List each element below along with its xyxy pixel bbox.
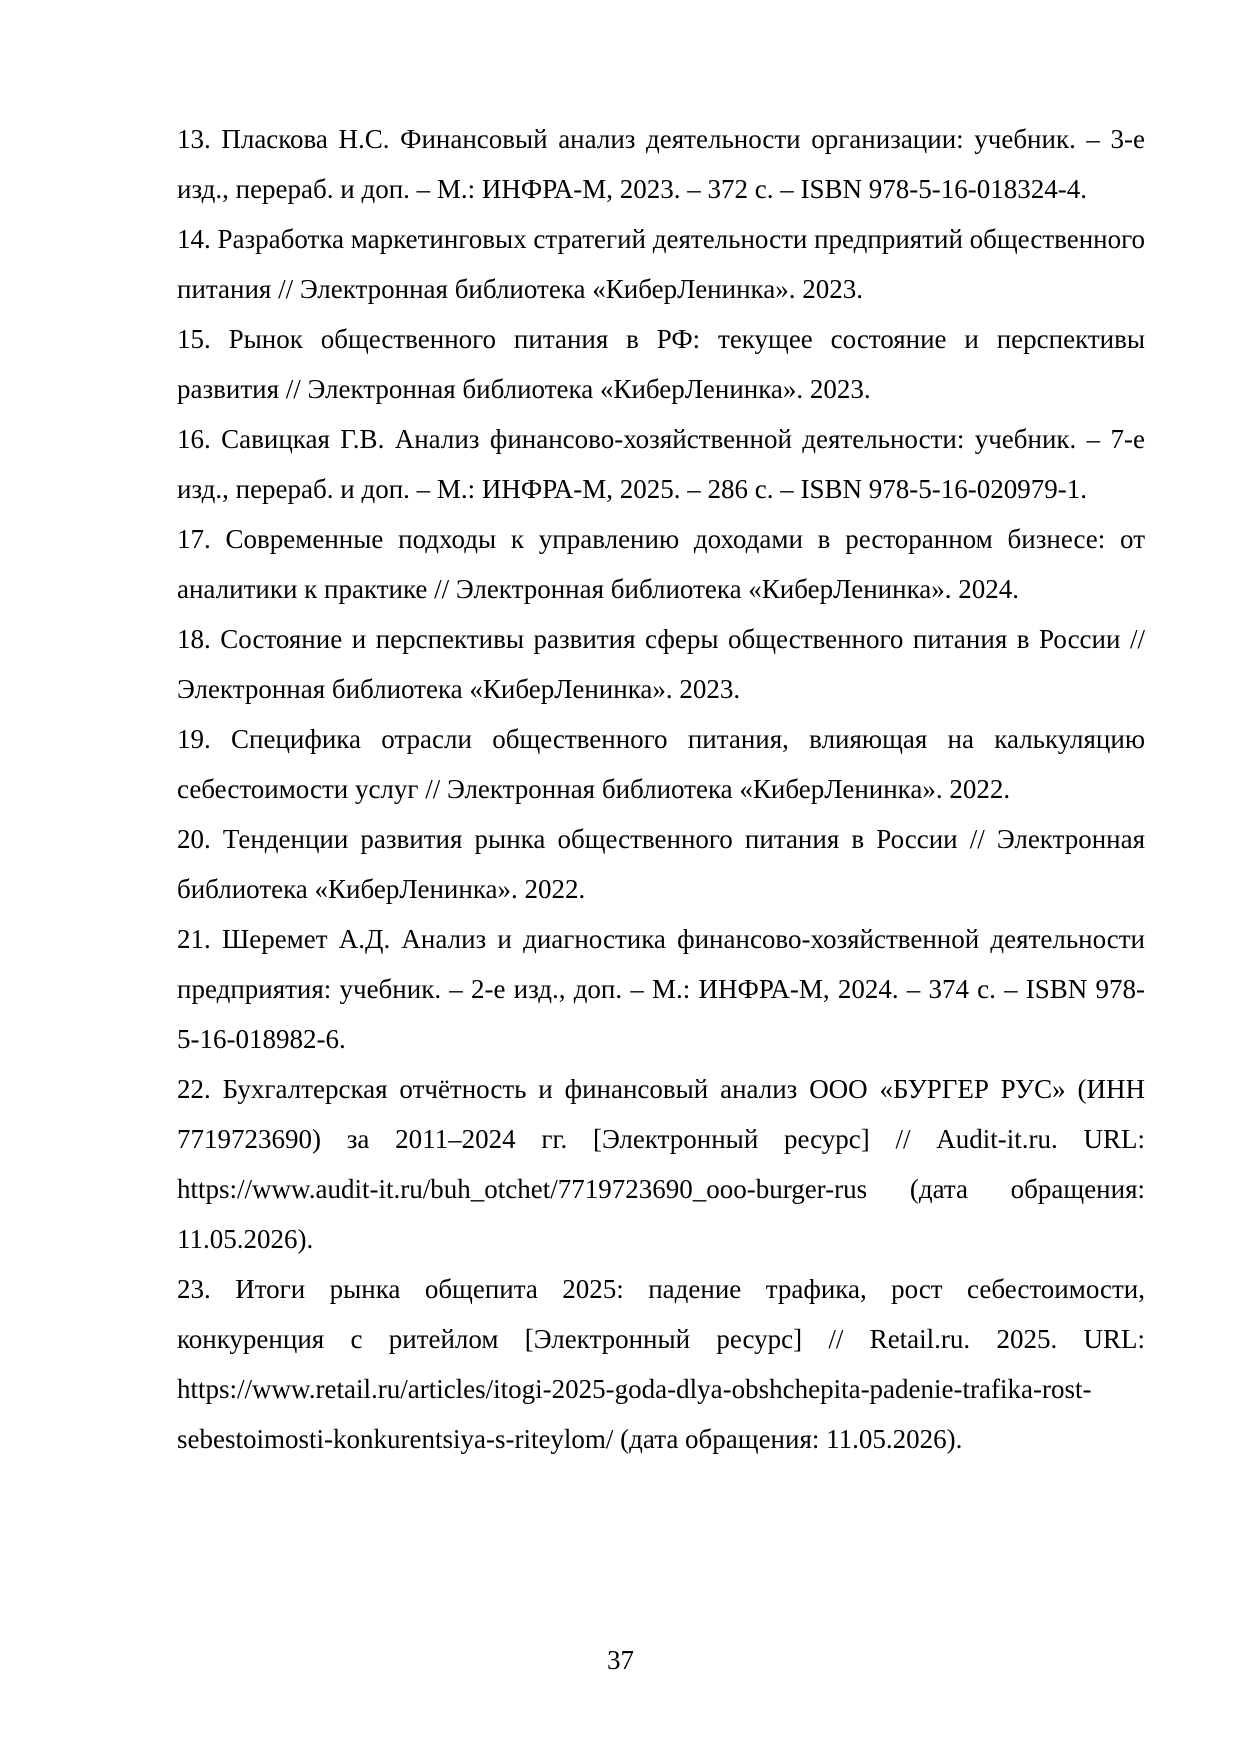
reference-item-22: 22. Бухгалтерская отчётность и финансовый анализ ООО «БУРГЕР РУС» (ИНН 7719723690) за 2011–2024 гг. [Электронный ресурс] // Audit-it.ru. URL: https://www.audit-it.ru/buh_otchet/7719723690_ooo-burger-rus (дата обращения: 11.05.2026).: [177, 1074, 1145, 1254]
reference-list: [177, 114, 1145, 1464]
reference-item-19: 19. Специфика отрасли общественного питания, влияющая на калькуляцию себестоимости услуг // Электронная библиотека «КиберЛенинка». 2022.: [177, 724, 1145, 804]
reference-item-13: 13. Пласкова Н.С. Финансовый анализ деятельности организации: учебник. – 3-е изд., перераб. и доп. – М.: ИНФРА-М, 2023. – 372 с. – ISBN 978-5-16-018324-4.: [177, 124, 1145, 204]
reference-item-16: 16. Савицкая Г.В. Анализ финансово-хозяйственной деятельности: учебник. – 7-е изд., перераб. и доп. – М.: ИНФРА-М, 2025. – 286 с. – ISBN 978-5-16-020979-1.: [177, 424, 1145, 504]
reference-item-14: 14. Разработка маркетинговых стратегий деятельности предприятий общественного питания // Электронная библиотека «КиберЛенинка». 2023.: [177, 224, 1145, 304]
reference-item-21: 21. Шеремет А.Д. Анализ и диагностика финансово-хозяйственной деятельности предприятия: учебник. – 2-е изд., доп. – М.: ИНФРА-М, 2024. – 374 с. – ISBN 978-5-16-018982-6.: [177, 924, 1145, 1054]
reference-item-17: 17. Современные подходы к управлению доходами в ресторанном бизнесе: от аналитики к практике // Электронная библиотека «КиберЛенинка». 2024.: [177, 524, 1145, 604]
reference-item-23: 23. Итоги рынка общепита 2025: падение трафика, рост себестоимости, конкуренция с ритейлом [Электронный ресурс] // Retail.ru. 2025. URL: https://www.retail.ru/articles/itogi-2025-goda-dlya-obshchepita-padenie-trafika-rost-sebestoimosti-konkurentsiya-s-riteylom/ (дата обращения: 11.05.2026).: [177, 1274, 1145, 1454]
reference-item-15: 15. Рынок общественного питания в РФ: текущее состояние и перспективы развития // Электронная библиотека «КиберЛенинка». 2023.: [177, 324, 1145, 404]
page-number: 37: [607, 1645, 634, 1675]
reference-item-18: 18. Состояние и перспективы развития сферы общественного питания в России // Электронная библиотека «КиберЛенинка». 2023.: [177, 624, 1145, 704]
reference-item-20: 20. Тенденции развития рынка общественного питания в России // Электронная библиотека «КиберЛенинка». 2022.: [177, 824, 1145, 904]
